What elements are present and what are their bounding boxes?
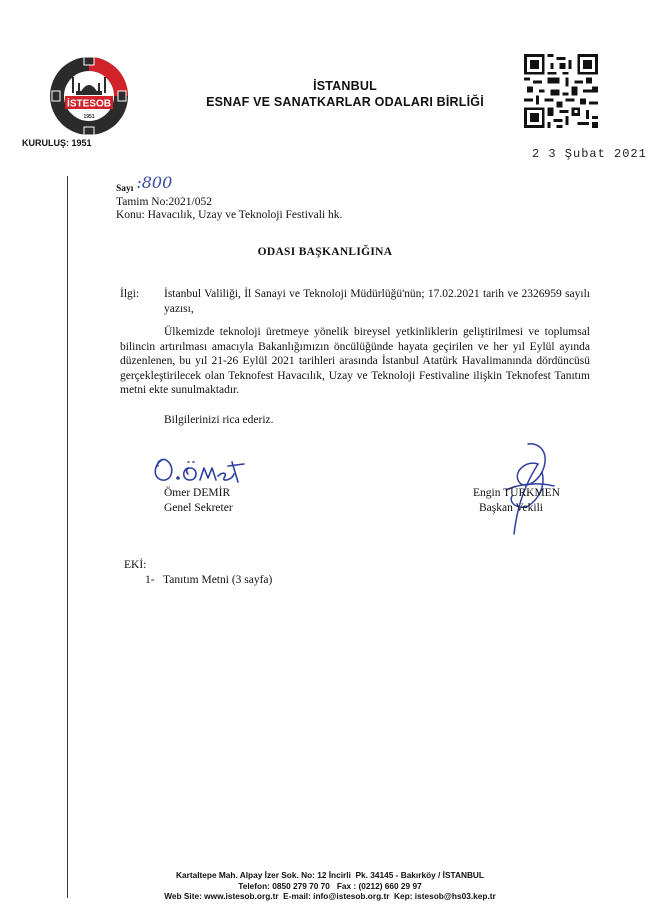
signature-left-handwritten [148, 452, 248, 486]
footer-phone-fax: Telefon: 0850 279 70 70 Fax : (0212) 660 29 97 [238, 880, 422, 891]
logo-text: İSTESOB [67, 98, 111, 110]
footer-contact [120, 870, 540, 902]
margin-line [67, 176, 68, 898]
ilgi-text: İstanbul Valiliği, İl Sanayi ve Teknoloji Müdürlüğü'nün; 17.02.2021 tarih ve 2326959 sayılı yazısı, [164, 288, 590, 315]
signer-right-name: Engin TÜRKMEN [473, 487, 560, 499]
addressee-heading: ODASI BAŞKANLIĞINA [257, 246, 393, 258]
organization-title-line2: ESNAF VE SANATKARLAR ODALARI BİRLİĞİ [206, 95, 484, 109]
organization-title [200, 78, 490, 110]
tamim-number: Tamim No:2021/052 [116, 196, 212, 208]
closing-line: Bilgilerinizi rica ederiz. [164, 414, 274, 426]
subject-line: Konu: Havacılık, Uzay ve Teknoloji Festivali hk. [116, 209, 343, 221]
body-paragraph: Ülkemizde teknoloji üretmeye yönelik bireysel yetkinliklerin geliştirilmesi ve toplumsal bilincin artırılması amacıyla Bakanlığımızın öncülüğünde hayata geçirilen ve her yıl Eylül ayında düzenlenen, bu yıl 21-26 Eylül 2021 tarihleri arasında İstanbul Atatürk Havalimanında dördüncüsü gerçekleştirilecek olan Teknofest Havacılık, Uzay ve Teknoloji Festivaline ilişkin Teknofest Tanıtım metni ekte sunulmaktadır. [120, 326, 590, 396]
ilgi-reference [120, 287, 590, 316]
istesob-logo [48, 55, 130, 137]
logo-year: 1951 [83, 114, 95, 120]
founded-label: KURULUŞ: 1951 [22, 138, 92, 148]
signer-left-title: Genel Sekreter [164, 502, 233, 514]
footer-web-email: Web Site: www.istesob.org.tr E-mail: info@istesob.org.tr Kep: istesob@hs03.kep.tr [164, 891, 496, 901]
ilgi-label: İlgi: [120, 288, 140, 300]
qr-code [524, 54, 598, 128]
signer-left-name: Ömer DEMİR [164, 487, 231, 499]
signer-right-title: Başkan Vekili [479, 502, 543, 514]
attachments-label: EKİ: [124, 559, 147, 571]
reference-block [116, 173, 343, 222]
attachment-item: 1- Tanıtım Metni (3 sayfa) [145, 574, 273, 586]
footer-address: Kartaltepe Mah. Alpay İzer Sok. No: 12 İncirli Pk. 34145 - Bakırköy / İSTANBUL [175, 870, 484, 880]
signature-left [164, 486, 233, 516]
sayi-row [116, 173, 342, 196]
received-date-stamp: 2 3 Şubat 2021 [532, 147, 647, 161]
sayi-label: Sayı [116, 184, 134, 194]
sayi-value: :800 [136, 173, 173, 192]
organization-title-line1: İSTANBUL [313, 79, 377, 93]
signature-right [473, 486, 560, 516]
